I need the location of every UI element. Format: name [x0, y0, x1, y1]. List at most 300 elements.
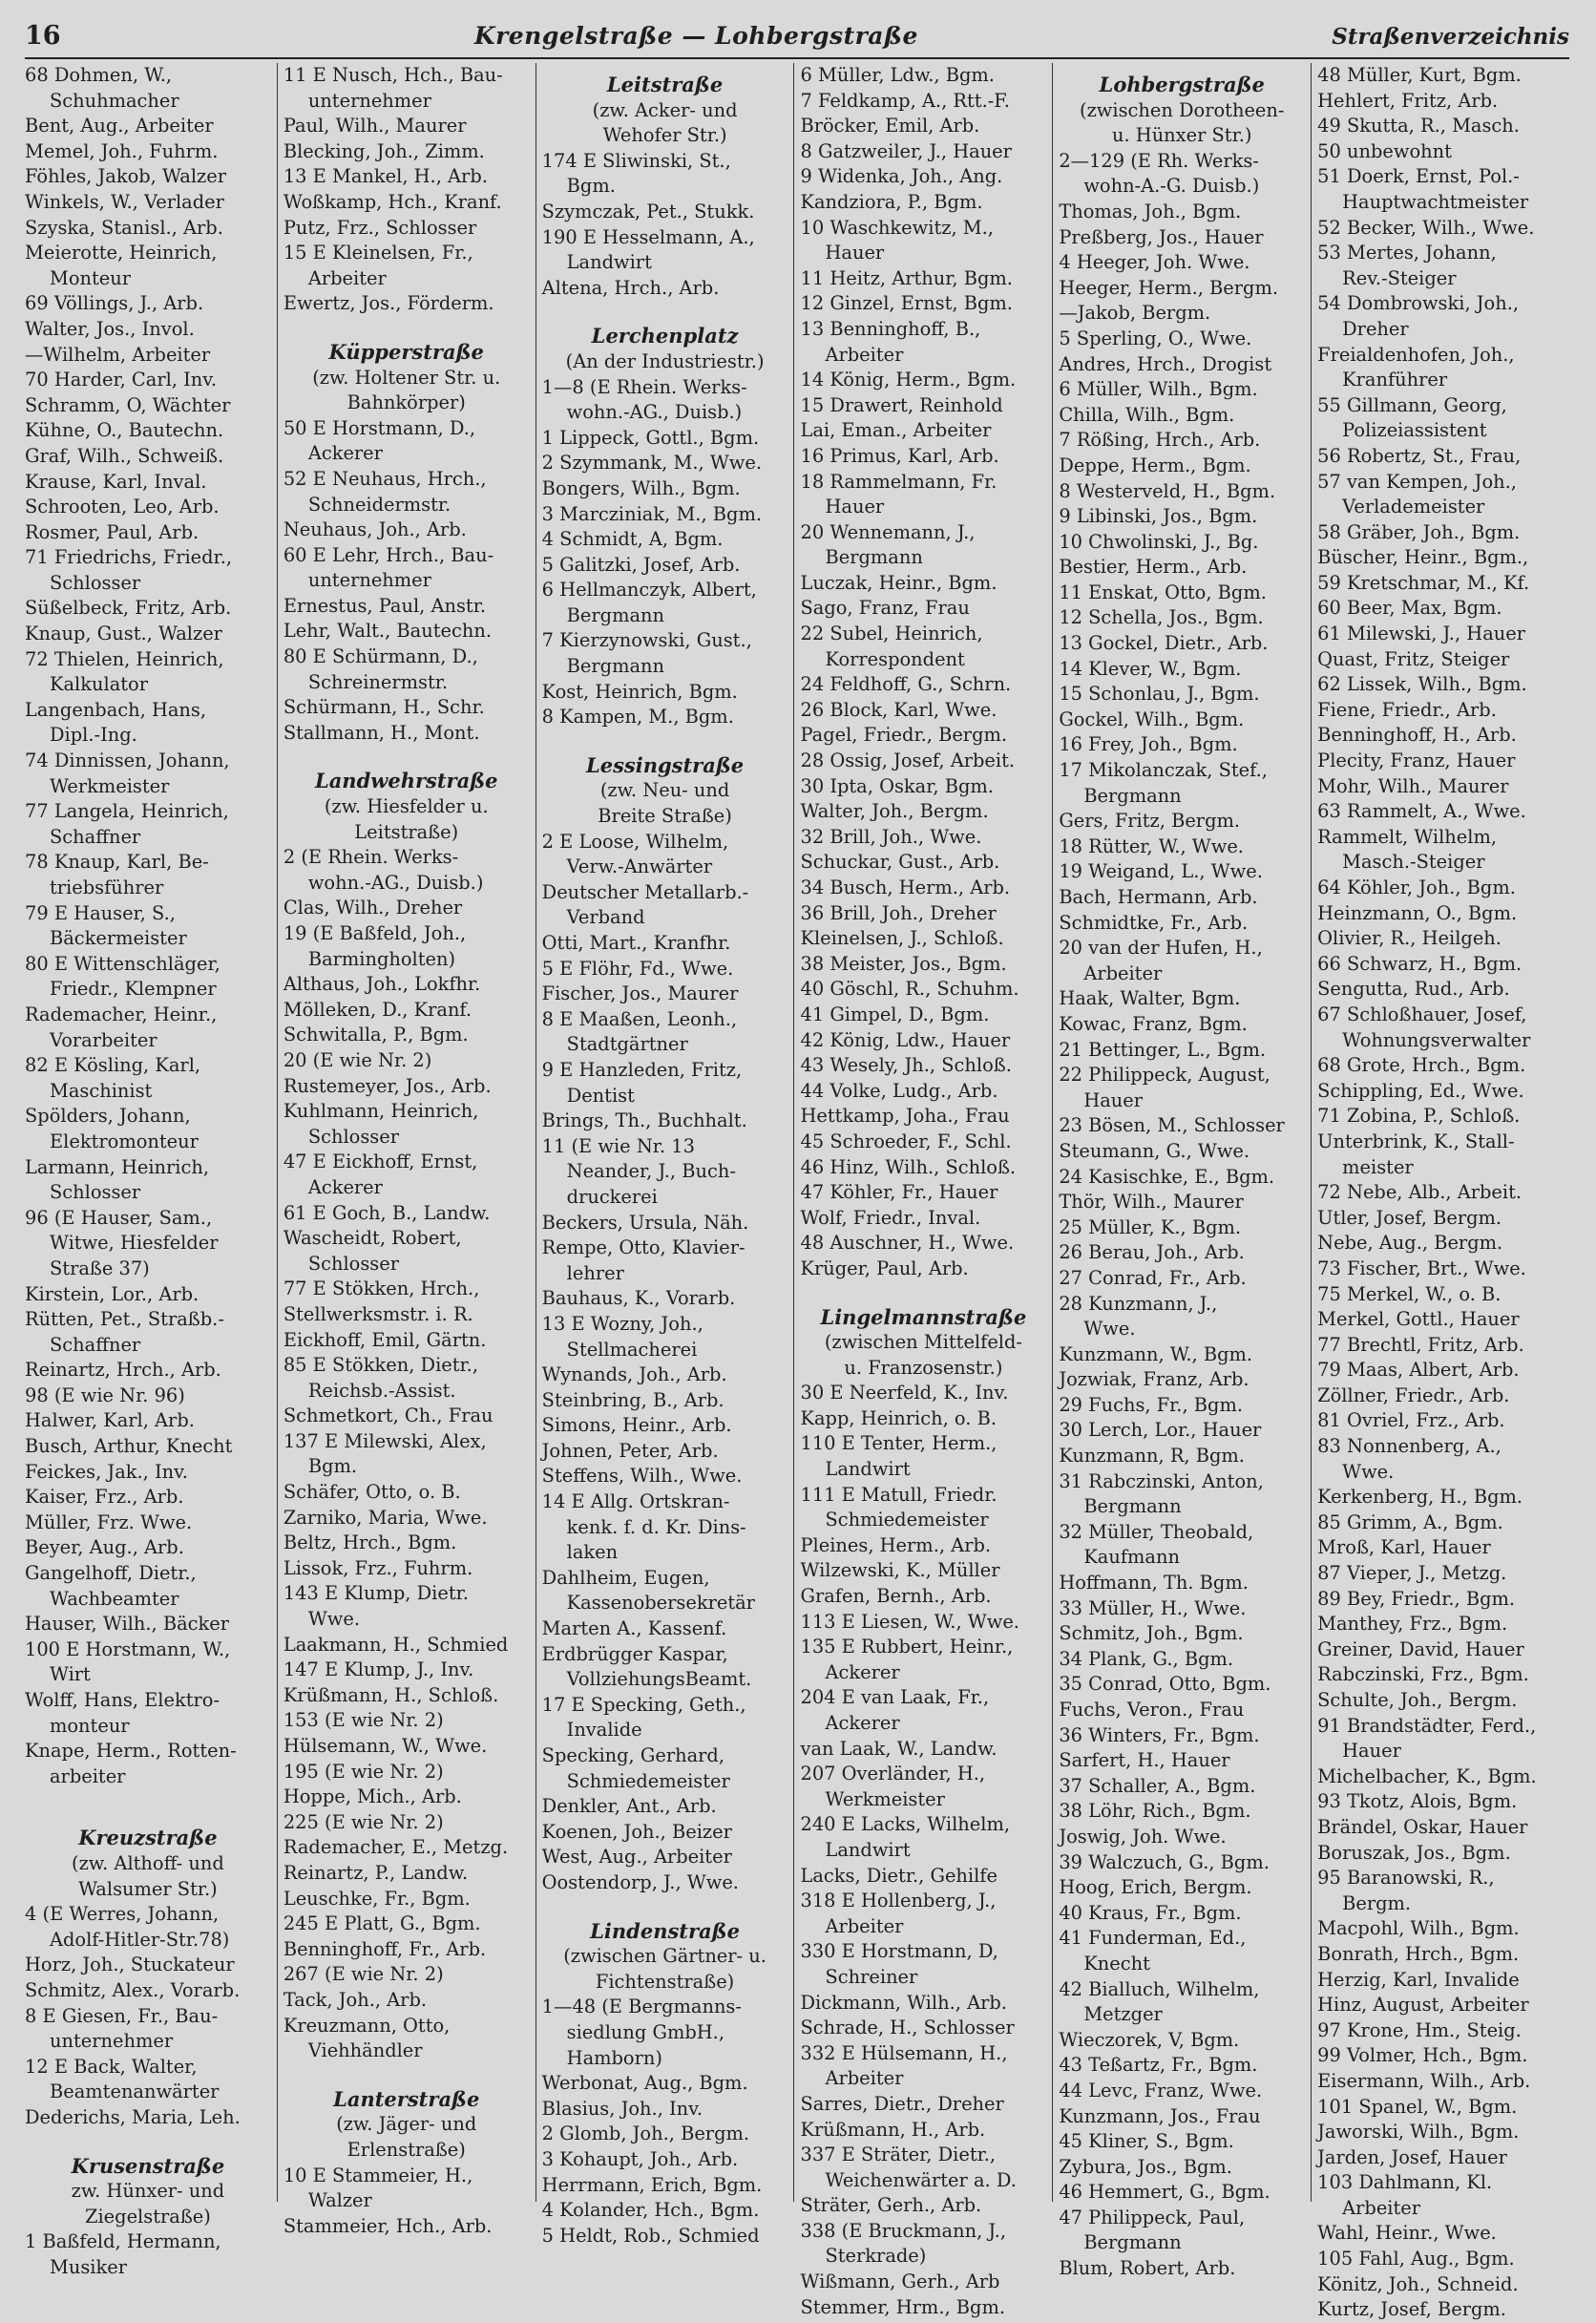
- directory-entry: 225 (E wie Nr. 2): [283, 1810, 444, 1833]
- directory-entry: VollziehungsBeamt.: [566, 1668, 752, 1691]
- street-subheading: Ziegelstraße): [85, 2205, 211, 2228]
- section-title: Straßenverzeichnis: [1332, 24, 1569, 50]
- directory-entry: —Wilhelm, Arbeiter: [25, 343, 211, 366]
- directory-entry: Arbeiter: [825, 343, 904, 366]
- directory-entry: Meierotte, Heinrich,: [25, 242, 218, 264]
- directory-entry: 79 E Hauser, S.,: [25, 901, 176, 924]
- directory-entry: Utler, Josef, Bergm.: [1317, 1206, 1502, 1229]
- directory-entry: Beamtenanwärter: [50, 2080, 220, 2103]
- directory-entry: 22 Philippeck, August,: [1059, 1064, 1270, 1087]
- directory-entry: Schreiner: [825, 1965, 918, 1988]
- directory-entry: Elektromonteur: [50, 1130, 199, 1152]
- directory-entry: Blasius, Joh., Inv.: [541, 2097, 703, 2120]
- directory-entry: 89 Bey, Friedr., Bgm.: [1317, 1587, 1516, 1610]
- spacer: [542, 1896, 788, 1910]
- directory-entry: 78 Knaup, Karl, Be-: [25, 851, 209, 874]
- directory-entry: 7 Feldkamp, A., Rtt.-F.: [800, 89, 1010, 112]
- directory-entry: Erdbrügger Kaspar,: [541, 1642, 728, 1665]
- directory-entry: Straße 37): [50, 1257, 150, 1279]
- directory-entry: Bestier, Herm., Arb.: [1059, 556, 1248, 579]
- directory-entry: Bongers, Wilh., Bgm.: [541, 476, 741, 499]
- directory-entry: 97 Krone, Hm., Steig.: [1317, 2018, 1522, 2041]
- directory-entry: Wahl, Heinr., Wwe.: [1317, 2222, 1497, 2245]
- directory-entry: 41 Gimpel, D., Bgm.: [800, 1003, 990, 1025]
- directory-entry: 5 Sperling, O., Wwe.: [1059, 327, 1252, 349]
- directory-entry: 245 E Platt, G., Bgm.: [283, 1912, 481, 1935]
- directory-entry: Herrmann, Erich, Bgm.: [541, 2173, 763, 2196]
- directory-entry: Metzger: [1083, 2003, 1163, 2026]
- directory-entry: unternehmer: [307, 569, 431, 592]
- directory-entry: Bergm.: [1342, 1891, 1412, 1914]
- directory-entry: 41 Funderman, Ed.,: [1059, 1927, 1247, 1950]
- directory-entry: Andres, Hrch., Drogist: [1059, 352, 1272, 375]
- street-subheading: Breite Straße): [598, 805, 732, 828]
- directory-entry: 56 Robertz, St., Frau,: [1317, 444, 1522, 467]
- directory-entry: 70 Harder, Carl, Inv.: [25, 369, 218, 391]
- directory-entry: triebsführer: [50, 876, 164, 898]
- directory-entry: 80 E Wittenschläger,: [25, 952, 220, 975]
- directory-entry: 44 Volke, Ludg., Arb.: [800, 1079, 998, 1102]
- directory-entry: Sago, Franz, Frau: [800, 597, 970, 620]
- directory-entry: 26 Block, Karl, Wwe.: [800, 698, 998, 721]
- directory-entry: Ackerer: [825, 1660, 900, 1683]
- directory-entry: Hauer: [825, 496, 885, 518]
- directory-entry: Viehhändler: [307, 2039, 423, 2062]
- directory-entry: Gangelhoff, Dietr.,: [25, 1562, 197, 1585]
- directory-entry: Knaup, Gust., Walzer: [25, 623, 222, 645]
- street-subheading: (zw. Neu- und: [599, 779, 730, 802]
- directory-entry: Landwirt: [566, 251, 652, 274]
- directory-entry: 16 Primus, Karl, Arb.: [800, 444, 999, 467]
- directory-entry: 42 König, Ldw., Hauer: [800, 1028, 1011, 1051]
- street-subheading: zw. Hünxer- und: [71, 2180, 225, 2203]
- directory-entry: Schmiedemeister: [825, 1509, 989, 1531]
- street-subheading: (zwischen Gärtner- u.: [563, 1945, 766, 1968]
- directory-entry: Hamborn): [566, 2046, 662, 2069]
- directory-entry: Wirt: [50, 1663, 91, 1686]
- directory-entry: Schrooten, Leo, Arb.: [25, 496, 220, 518]
- directory-entry: 6 Hellmanczyk, Albert,: [541, 579, 757, 602]
- directory-entry: 12 Schella, Jos., Bgm.: [1059, 606, 1264, 629]
- directory-entry: Kapp, Heinrich, o. B.: [800, 1406, 997, 1429]
- directory-entry: Boruszak, Jos., Bgm.: [1317, 1841, 1511, 1864]
- directory-entry: 68 Dohmen, W.,: [25, 64, 173, 86]
- directory-entry: unternehmer: [50, 2030, 174, 2053]
- directory-entry: Tack, Joh., Arb.: [283, 1988, 428, 2011]
- column-4: [793, 63, 1052, 2318]
- street-subheading: (zw. Jäger- und: [336, 2113, 477, 2136]
- directory-entry: lehrer: [566, 1261, 624, 1284]
- directory-entry: Bergmann: [566, 655, 664, 678]
- directory-entry: Rademacher, Heinr.,: [25, 1003, 218, 1025]
- directory-entry: Kirstein, Lor., Arb.: [25, 1282, 200, 1305]
- directory-entry: Hoog, Erich, Bergm.: [1059, 1876, 1252, 1899]
- directory-entry: 27 Conrad, Fr., Arb.: [1059, 1266, 1247, 1289]
- directory-entry: Macpohl, Wilh., Bgm.: [1317, 1917, 1520, 1940]
- directory-entry: Bergmann: [1083, 784, 1182, 807]
- spacer: [542, 301, 788, 314]
- directory-entry: Heinzmann, O., Bgm.: [1317, 901, 1518, 924]
- directory-entry: Lai, Eman., Arbeiter: [800, 419, 992, 442]
- directory-entry: Wißmann, Gerh., Arb: [800, 2270, 1000, 2293]
- directory-entry: 75 Merkel, W., o. B.: [1317, 1282, 1502, 1305]
- directory-entry: Bent, Aug., Arbeiter: [25, 115, 214, 137]
- directory-entry: Rütten, Pet., Straßb.-: [25, 1308, 224, 1331]
- directory-entry: 11 (E wie Nr. 13: [541, 1134, 695, 1157]
- directory-entry: 143 E Klump, Dietr.: [283, 1582, 469, 1605]
- directory-entry: Koenen, Joh., Beizer: [541, 1820, 732, 1843]
- directory-entry: 1 Lippeck, Gottl., Bgm.: [541, 426, 760, 449]
- street-subheading: Walsumer Str.): [78, 1877, 218, 1900]
- directory-entry: Kalkulator: [50, 673, 148, 696]
- directory-entry: Simons, Heinr., Arb.: [541, 1414, 732, 1437]
- directory-entry: 69 Völlings, J., Arb.: [25, 292, 204, 315]
- directory-entry: Ackerer: [307, 442, 383, 465]
- street-subheading: Bahnkörper): [346, 391, 466, 414]
- directory-entry: Kreuzmann, Otto,: [283, 2014, 451, 2037]
- directory-entry: Schrade, H., Schlosser: [800, 2017, 1015, 2039]
- directory-entry: 19 Weigand, L., Wwe.: [1059, 860, 1263, 883]
- column-1: [25, 63, 277, 2278]
- directory-entry: 25 Müller, K., Bgm.: [1059, 1215, 1242, 1238]
- directory-entry: Stallmann, H., Mont.: [283, 721, 480, 744]
- directory-entry: Sarres, Dietr., Dreher: [800, 2092, 1004, 2115]
- directory-entry: Lissok, Frz., Fuhrm.: [283, 1556, 473, 1579]
- directory-entry: Hettkamp, Joha., Frau: [800, 1105, 1010, 1128]
- directory-entry: 11 Heitz, Arthur, Bgm.: [800, 266, 1013, 289]
- directory-entry: wohn.-AG., Duisb.): [307, 871, 484, 894]
- directory-entry: 3 Kohaupt, Joh., Arb.: [541, 2147, 739, 2170]
- directory-entry: 338 (E Bruckmann, J.,: [800, 2219, 1007, 2242]
- directory-entry: Althaus, Joh., Lokfhr.: [283, 973, 481, 996]
- directory-entry: Eisermann, Wilh., Arb.: [1317, 2069, 1531, 2092]
- directory-entry: 77 Langela, Heinrich,: [25, 800, 229, 823]
- directory-entry: Arbeiter: [825, 1914, 904, 1937]
- directory-entry: Landwirt: [825, 1838, 911, 1861]
- directory-entry: 4 Kolander, Hch., Bgm.: [541, 2199, 760, 2222]
- directory-entry: Polizeiassistent: [1342, 419, 1487, 442]
- directory-entry: 105 Fahl, Aug., Bgm.: [1317, 2248, 1515, 2270]
- spacer: [25, 1789, 271, 1803]
- directory-entry: Eickhoff, Emil, Gärtn.: [283, 1328, 487, 1351]
- directory-entry: 39 Walczuch, G., Bgm.: [1059, 1850, 1270, 1873]
- column-3: [536, 63, 794, 2247]
- directory-entry: 13 E Mankel, H., Arb.: [283, 165, 488, 188]
- directory-entry: Langenbach, Hans,: [25, 698, 207, 721]
- directory-entry: 58 Gräber, Joh., Bgm.: [1317, 520, 1521, 543]
- directory-entry: Schmitz, Alex., Vorarb.: [25, 1978, 241, 2001]
- directory-entry: Schuhmacher: [50, 89, 179, 112]
- directory-entry: 16 Frey, Joh., Bgm.: [1059, 733, 1238, 756]
- directory-entry: Freialdenhofen, Joh.,: [1317, 343, 1515, 366]
- directory-entry: Kühne, O., Bautechn.: [25, 419, 224, 442]
- directory-entry: Michelbacher, K., Bgm.: [1317, 1764, 1537, 1787]
- directory-entry: Nebe, Aug., Bergm.: [1317, 1232, 1503, 1255]
- directory-entry: Szyska, Stanisl., Arb.: [25, 216, 223, 239]
- directory-entry: wohn-A.-G. Duisb.): [1083, 175, 1260, 198]
- directory-entry: 5 Heldt, Rob., Schmied: [541, 2224, 760, 2247]
- directory-entry: druckerei: [566, 1185, 658, 1208]
- street-subheading: u. Hünxer Str.): [1111, 124, 1252, 147]
- directory-entry: 110 E Tenter, Herm.,: [800, 1432, 998, 1455]
- directory-entry: Dipl.-Ing.: [50, 724, 137, 747]
- directory-entry: 34 Busch, Herm., Arb.: [800, 876, 1011, 898]
- directory-entry: Fiene, Friedr., Arb.: [1317, 698, 1497, 721]
- directory-entry: Bergmann: [1083, 2231, 1182, 2254]
- directory-entry: Hauer: [825, 242, 885, 264]
- directory-entry: 60 E Lehr, Hrch., Bau-: [283, 543, 494, 566]
- directory-entry: Quast, Fritz, Steiger: [1317, 647, 1510, 670]
- directory-entry: Krüßmann, H., Schloß.: [283, 1683, 499, 1706]
- directory-entry: 20 (E wie Nr. 2): [283, 1048, 432, 1071]
- directory-entry: 5 Galitzki, Josef, Arb.: [541, 553, 741, 576]
- directory-entry: 30 Ipta, Oskar, Bgm.: [800, 774, 994, 797]
- directory-entry: Unterbrink, K., Stall-: [1317, 1130, 1515, 1152]
- directory-entry: 49 Skutta, R., Masch.: [1317, 115, 1520, 137]
- directory-entry: 190 E Hesselmann, A.,: [541, 225, 755, 248]
- directory-entry: Jarden, Josef, Hauer: [1317, 2145, 1507, 2168]
- directory-entry: 15 E Kleinelsen, Fr.,: [283, 242, 473, 264]
- directory-entry: Oostendorp, J., Wwe.: [541, 1870, 739, 1893]
- directory-entry: Hülsemann, W., Wwe.: [283, 1735, 488, 1757]
- directory-entry: Feickes, Jak., Inv.: [25, 1460, 188, 1483]
- directory-entry: Larmann, Heinrich,: [25, 1155, 210, 1178]
- directory-entry: West, Aug., Arbeiter: [541, 1846, 732, 1869]
- directory-entry: Pagel, Friedr., Bergm.: [800, 724, 1008, 747]
- directory-entry: Lacks, Dietr., Gehilfe: [800, 1864, 998, 1887]
- directory-entry: Schlosser: [307, 1125, 399, 1148]
- directory-entry: Blecking, Joh., Zimm.: [283, 139, 485, 162]
- directory-entry: 17 E Specking, Geth.,: [541, 1693, 746, 1716]
- street-subheading: Leitstraße): [354, 820, 459, 843]
- directory-entry: Mroß, Karl, Hauer: [1317, 1536, 1491, 1559]
- directory-entry: Hinz, August, Arbeiter: [1317, 1994, 1529, 2017]
- directory-entry: 2—129 (E Rh. Werks-: [1059, 149, 1259, 172]
- directory-entry: Steinbring, B., Arb.: [541, 1388, 724, 1411]
- directory-entry: Johnen, Peter, Arb.: [541, 1439, 719, 1462]
- directory-entry: Knape, Herm., Rotten-: [25, 1740, 237, 1763]
- directory-entry: 2 (E Rhein. Werks-: [283, 846, 459, 869]
- directory-entry: 61 Milewski, J., Hauer: [1317, 623, 1526, 645]
- directory-entry: 1 Baßfeld, Hermann,: [25, 2230, 221, 2253]
- directory-entry: 47 E Eickhoff, Ernst,: [283, 1151, 478, 1173]
- directory-entry: 44 Levc, Franz, Wwe.: [1059, 2079, 1263, 2101]
- directory-entry: Rempe, Otto, Klavier-: [541, 1236, 746, 1259]
- directory-entry: Kost, Heinrich, Bgm.: [541, 680, 738, 703]
- directory-entry: Hauer: [1342, 1740, 1401, 1763]
- directory-entry: Krüger, Paul, Arb.: [800, 1257, 969, 1279]
- directory-entry: 66 Schwarz, H., Bgm.: [1317, 952, 1522, 975]
- directory-entry: Hehlert, Fritz, Arb.: [1317, 89, 1499, 112]
- directory-entry: Haak, Walter, Bgm.: [1059, 987, 1241, 1010]
- column-5: [1052, 63, 1311, 2280]
- directory-entry: 77 Brechtl, Fritz, Arb.: [1317, 1333, 1524, 1356]
- directory-entry: 95 Baranowski, R.,: [1317, 1867, 1495, 1890]
- directory-entry: Joswig, Joh. Wwe.: [1059, 1825, 1227, 1848]
- directory-entry: 28 Ossig, Josef, Arbeit.: [800, 750, 1016, 772]
- directory-entry: 22 Subel, Heinrich,: [800, 623, 983, 645]
- directory-entry: 99 Volmer, Hch., Bgm.: [1317, 2044, 1528, 2067]
- directory-entry: Mölleken, D., Kranf.: [283, 998, 472, 1021]
- directory-entry: Wwe.: [307, 1608, 360, 1631]
- directory-entry: Schreinermstr.: [307, 670, 449, 693]
- directory-entry: Monteur: [50, 266, 132, 289]
- directory-entry: 68 Grote, Hrch., Bgm.: [1317, 1054, 1526, 1077]
- directory-entry: Gers, Fritz, Bergm.: [1059, 810, 1241, 833]
- directory-entry: Reinartz, Hrch., Arb.: [25, 1359, 221, 1382]
- directory-entry: 52 Becker, Wilh., Wwe.: [1317, 216, 1535, 239]
- directory-entry: Könitz, Joh., Schneid.: [1317, 2272, 1519, 2295]
- directory-entry: 54 Dombrowski, Joh.,: [1317, 292, 1520, 315]
- directory-entry: 37 Schaller, A., Bgm.: [1059, 1774, 1256, 1797]
- directory-entry: Barmingholten): [307, 947, 456, 970]
- directory-entry: 6 Müller, Ldw., Bgm.: [800, 64, 995, 86]
- directory-entry: Knecht: [1083, 1952, 1150, 1975]
- directory-entry: Graf, Wilh., Schweiß.: [25, 444, 224, 467]
- directory-entry: Plecity, Franz, Hauer: [1317, 750, 1516, 772]
- directory-entry: wohn.-AG., Duisb.): [566, 401, 743, 424]
- directory-entry: Kassenobersekretär: [566, 1592, 755, 1615]
- directory-entry: 53 Mertes, Johann,: [1317, 242, 1497, 264]
- directory-entry: 4 Schmidt, A, Bgm.: [541, 528, 724, 551]
- directory-entry: Ackerer: [825, 1712, 900, 1734]
- directory-entry: 55 Gillmann, Georg,: [1317, 393, 1507, 416]
- directory-entry: Fuchs, Veron., Frau: [1059, 1699, 1245, 1721]
- directory-entry: 31 Rabczinski, Anton,: [1059, 1469, 1264, 1492]
- directory-entry: Verband: [566, 906, 645, 929]
- directory-entry: Stemmer, Hrm., Bgm.: [800, 2295, 1006, 2318]
- directory-entry: Schwitalla, P., Bgm.: [283, 1024, 469, 1046]
- directory-entry: 60 Beer, Max, Bgm.: [1317, 597, 1502, 620]
- directory-entry: 83 Nonnenberg, A.,: [1317, 1435, 1502, 1458]
- directory-entry: Kleinelsen, J., Schloß.: [800, 927, 1004, 950]
- directory-entry: Wynands, Joh., Arb.: [541, 1363, 727, 1386]
- directory-entry: 10 Chwolinski, J., Bg.: [1059, 530, 1259, 553]
- directory-entry: 330 E Horstmann, D,: [800, 1940, 998, 1963]
- directory-entry: 10 E Stammeier, H.,: [283, 2164, 473, 2186]
- directory-entry: Hauptwachtmeister: [1342, 190, 1529, 213]
- directory-entry: 2 Glomb, Joh., Bergm.: [541, 2122, 750, 2145]
- directory-entry: Gockel, Wilh., Bgm.: [1059, 707, 1245, 730]
- directory-entry: Kowac, Franz, Bgm.: [1059, 1012, 1248, 1035]
- directory-entry: 46 Hemmert, G., Bgm.: [1059, 2181, 1270, 2204]
- directory-entry: Thör, Wilh., Maurer: [1059, 1191, 1244, 1214]
- directory-entry: 45 Schroeder, F., Schl.: [800, 1130, 1012, 1152]
- directory-entry: Bäckermeister: [50, 927, 187, 950]
- directory-entry: Paul, Wilh., Maurer: [283, 115, 467, 137]
- directory-entry: Rev.-Steiger: [1342, 266, 1457, 289]
- directory-entry: Landwirt: [825, 1458, 911, 1481]
- directory-entry: Rademacher, E., Metzg.: [283, 1836, 509, 1859]
- directory-entry: 43 Teßartz, Fr., Bgm.: [1059, 2054, 1258, 2077]
- directory-entry: 40 Kraus, Fr., Bgm.: [1059, 1901, 1242, 1924]
- street-subheading: u. Franzosenstr.): [844, 1356, 1003, 1379]
- directory-entry: 85 E Stökken, Dietr.,: [283, 1354, 479, 1377]
- directory-entry: 8 Westerveld, H., Bgm.: [1059, 479, 1276, 502]
- directory-entry: Wwe.: [1083, 1318, 1136, 1341]
- directory-entry: Neander, J., Buch-: [566, 1160, 736, 1183]
- directory-entry: Wascheidt, Robert,: [283, 1227, 462, 1250]
- directory-entry: 332 E Hülsemann, H.,: [800, 2041, 1008, 2064]
- directory-entry: Süßelbeck, Fritz, Arb.: [25, 597, 232, 620]
- directory-entry: Walter, Jos., Invol.: [25, 317, 195, 340]
- directory-entry: 50 E Horstmann, D.,: [283, 416, 476, 439]
- street-subheading: (zw. Acker- und: [592, 98, 738, 121]
- directory-entry: 100 E Horstmann, W.,: [25, 1637, 231, 1660]
- directory-entry: Arbeiter: [307, 266, 387, 289]
- directory-entry: Kuhlmann, Heinrich,: [283, 1100, 479, 1123]
- directory-entry: Bergmann: [566, 603, 664, 626]
- directory-entry: Wolff, Hans, Elektro-: [25, 1689, 220, 1711]
- directory-entry: 48 Müller, Kurt, Bgm.: [1317, 64, 1522, 86]
- directory-entry: Verlademeister: [1342, 496, 1485, 518]
- directory-entry: Adolf-Hitler-Str.78): [50, 1928, 230, 1951]
- spacer: [284, 317, 530, 330]
- street-heading: Lerchenplatz: [591, 324, 739, 348]
- directory-entry: 47 Köhler, Fr., Hauer: [800, 1181, 998, 1204]
- directory-entry: Schulte, Joh., Bergm.: [1317, 1689, 1518, 1711]
- directory-entry: 43 Wesely, Jh., Schloß.: [800, 1054, 1012, 1077]
- directory-entry: siedlung GmbH.,: [566, 2020, 724, 2043]
- street-heading: Lohbergstraße: [1099, 73, 1265, 96]
- directory-entry: 135 E Rubbert, Heinr.,: [800, 1636, 1014, 1658]
- directory-entry: Wohnungsverwalter: [1342, 1028, 1531, 1051]
- directory-entry: Merkel, Gottl., Hauer: [1317, 1308, 1520, 1331]
- directory-entry: Memel, Joh., Fuhrm.: [25, 139, 219, 162]
- directory-entry: Leuschke, Fr., Bgm.: [283, 1887, 471, 1910]
- directory-entry: Rosmer, Paul, Arb.: [25, 520, 200, 543]
- directory-entry: 67 Schloßhauer, Josef,: [1317, 1003, 1527, 1025]
- directory-entry: 17 Mikolanczak, Stef.,: [1059, 759, 1268, 782]
- directory-entry: van Laak, W., Landw.: [800, 1737, 998, 1760]
- directory-entry: 101 Spanel, W., Bgm.: [1317, 2095, 1518, 2118]
- directory-entry: 318 E Hollenberg, J.,: [800, 1890, 997, 1912]
- directory-entry: 48 Auschner, H., Wwe.: [800, 1232, 1015, 1255]
- directory-entry: Denkler, Ant., Arb.: [541, 1795, 717, 1818]
- directory-entry: unternehmer: [307, 89, 431, 112]
- directory-entry: Manthey, Frz., Bgm.: [1317, 1613, 1508, 1636]
- directory-entry: 18 Rammelmann, Fr.: [800, 470, 998, 493]
- directory-entry: 29 Fuchs, Fr., Bgm.: [1059, 1393, 1244, 1416]
- directory-entry: 204 E van Laak, Fr.,: [800, 1686, 990, 1709]
- directory-entry: Preßberg, Jos., Hauer: [1059, 225, 1264, 248]
- directory-entry: 5 E Flöhr, Fd., Wwe.: [541, 957, 734, 980]
- spacer: [25, 2131, 271, 2144]
- directory-entry: 96 (E Hauser, Sam.,: [25, 1206, 213, 1229]
- directory-entry: Bonrath, Hrch., Bgm.: [1317, 1942, 1520, 1965]
- directory-entry: Deutscher Metallarb.-: [541, 880, 749, 903]
- directory-entry: Müller, Frz. Wwe.: [25, 1510, 193, 1533]
- page-number: 16: [25, 21, 61, 51]
- directory-entry: Grafen, Bernh., Arb.: [800, 1585, 992, 1608]
- directory-entry: 59 Kretschmar, M., Kf.: [1317, 571, 1530, 594]
- directory-entry: 240 E Lacks, Wilhelm,: [800, 1813, 1011, 1836]
- directory-entry: 26 Berau, Joh., Arb.: [1059, 1241, 1245, 1264]
- directory-entry: 28 Kunzmann, J.,: [1059, 1292, 1218, 1315]
- directory-entry: 73 Fischer, Brt., Wwe.: [1317, 1257, 1526, 1279]
- street-heading: Lingelmannstraße: [820, 1304, 1027, 1329]
- spacer: [284, 2064, 530, 2078]
- street-heading: Lessingstraße: [585, 752, 745, 777]
- directory-entry: 8 E Giesen, Fr., Bau-: [25, 2004, 219, 2027]
- street-heading: Kreuzstraße: [78, 1826, 218, 1850]
- directory-entry: Rustemeyer, Jos., Arb.: [283, 1074, 492, 1097]
- directory-entry: 15 Schonlau, J., Bgm.: [1059, 683, 1260, 706]
- directory-entry: Kunzmann, W., Bgm.: [1059, 1342, 1253, 1365]
- directory-entry: 40 Göschl, R., Schuhm.: [800, 978, 1019, 1001]
- directory-entry: Wolf, Friedr., Inval.: [800, 1206, 981, 1229]
- directory-entry: Lehr, Walt., Bautechn.: [283, 620, 492, 643]
